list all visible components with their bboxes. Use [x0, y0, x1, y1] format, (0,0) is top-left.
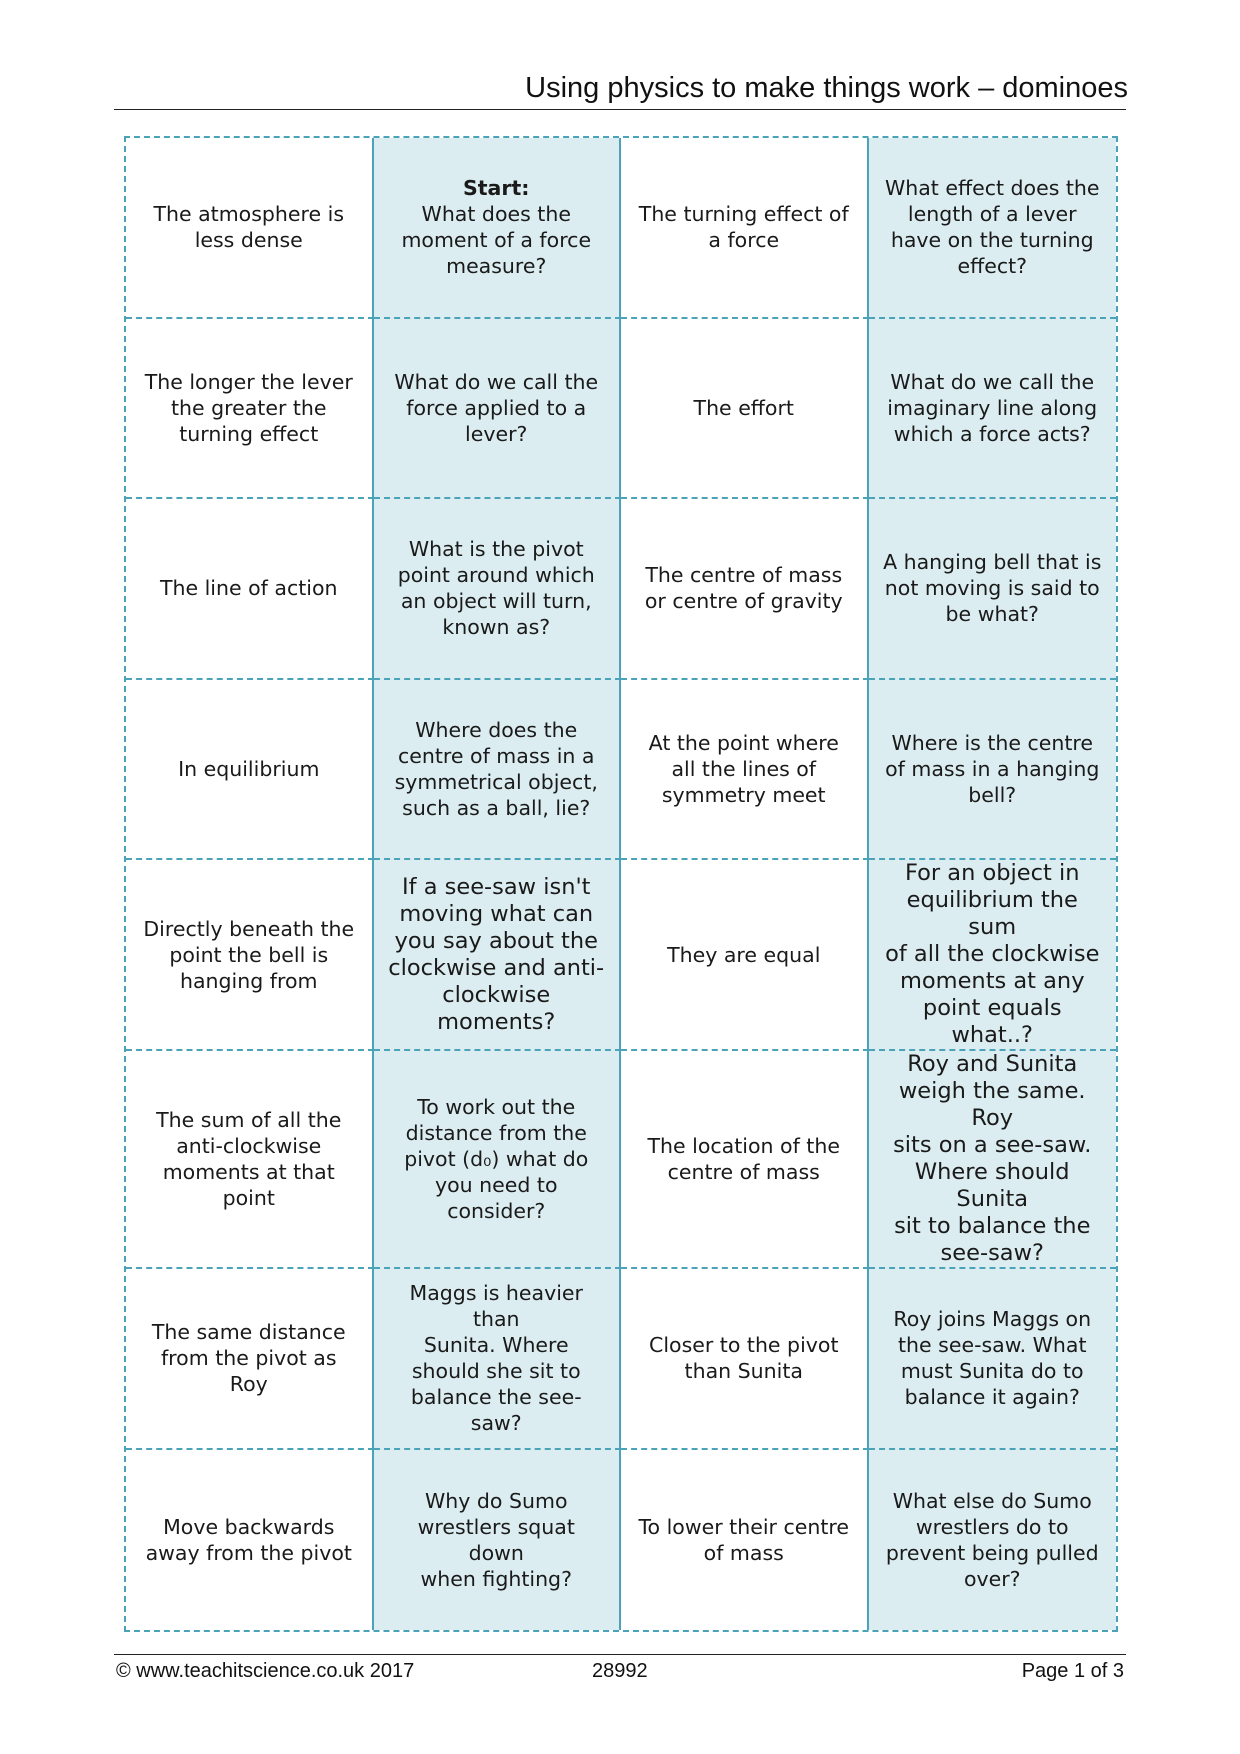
footer-resource-code: 28992 — [592, 1660, 648, 1682]
card-text: Roy and Sunita weigh the same. Roy sits on a see-saw. Where should Sunita sit to balance the see-saw? — [893, 1051, 1092, 1266]
footer-page-number: Page 1 of 3 — [1021, 1660, 1124, 1682]
card-text: To lower their centre of mass — [638, 1514, 849, 1565]
card-text: For an object in equilibrium the sum of all the clockwise moments at any point equals what..? — [885, 860, 1100, 1048]
domino-card-answer — [126, 138, 374, 319]
domino-card-question — [869, 1051, 1117, 1269]
card-text: They are equal — [667, 942, 821, 967]
card-text: The longer the lever the greater the turning effect — [144, 369, 353, 446]
domino-card-question — [869, 1450, 1117, 1631]
card-text: What else do Sumo wrestlers do to prevent being pulled over? — [885, 1488, 1099, 1591]
domino-card-question — [374, 680, 622, 861]
domino-card-grid — [124, 136, 1118, 1632]
header-divider — [114, 109, 1126, 110]
domino-card-answer — [126, 1269, 374, 1450]
domino-card-answer — [126, 1051, 374, 1269]
domino-card-question — [374, 1269, 622, 1450]
card-text: What effect does the length of a lever have on the turning effect? — [884, 176, 1100, 279]
card-text: The same distance from the pivot as Roy — [151, 1320, 346, 1397]
card-text: The atmosphere is less dense — [153, 202, 345, 253]
start-label: Start: — [462, 176, 530, 201]
card-text: The location of the centre of mass — [647, 1134, 840, 1184]
card-text: In equilibrium — [178, 756, 320, 781]
domino-card-answer — [621, 1269, 869, 1450]
card-text: If a see-saw isn't moving what can you say about the clockwise and anti- clockwise moments? — [388, 873, 605, 1035]
card-text: Roy joins Maggs on the see-saw. What must Sunita do to balance it again? — [893, 1307, 1092, 1410]
domino-card-answer — [621, 319, 869, 500]
card-text: The line of action — [159, 576, 338, 601]
domino-card-answer — [126, 680, 374, 861]
domino-card-answer — [621, 138, 869, 319]
domino-card-question — [374, 319, 622, 500]
card-text: At the point where all the lines of symmetry meet — [648, 730, 839, 807]
domino-card-question — [869, 1269, 1117, 1450]
card-text: What do we call the force applied to a lever? — [394, 369, 599, 446]
domino-card-question — [374, 860, 622, 1051]
card-text: Move backwards away from the pivot — [145, 1514, 352, 1565]
domino-card-answer — [621, 680, 869, 861]
domino-card-answer — [621, 860, 869, 1051]
card-text: What do we call the imaginary line along which a force acts? — [887, 369, 1098, 446]
domino-card-start — [374, 138, 622, 319]
footer-divider — [114, 1654, 1126, 1655]
card-text: Where is the centre of mass in a hanging bell? — [885, 730, 1100, 807]
domino-card-answer — [621, 499, 869, 680]
domino-card-question — [869, 860, 1117, 1051]
domino-card-answer — [126, 1450, 374, 1631]
domino-card-answer — [621, 1051, 869, 1269]
domino-card-answer — [621, 1450, 869, 1631]
card-text: Directly beneath the point the bell is hanging from — [143, 916, 355, 993]
domino-card-question — [374, 499, 622, 680]
card-text: The effort — [693, 395, 794, 420]
card-text: The sum of all the anti-clockwise moments at that point — [156, 1108, 342, 1210]
card-text: A hanging bell that is not moving is said to be what? — [883, 550, 1102, 627]
card-text: Maggs is heavier than Sunita. Where should she sit to balance the see-saw? — [409, 1281, 583, 1436]
footer-copyright: © www.teachitscience.co.uk 2017 — [116, 1660, 415, 1682]
domino-card-answer — [126, 319, 374, 500]
card-text: To work out the distance from the pivot (d₀) what do you need to consider? — [404, 1095, 589, 1223]
page-title: Using physics to make things work – dominoes — [525, 72, 1128, 104]
domino-card-answer — [126, 860, 374, 1051]
card-text: What is the pivot point around which an object will turn, known as? — [397, 537, 595, 640]
card-text: The centre of mass or centre of gravity — [644, 563, 843, 614]
card-text: Closer to the pivot than Sunita — [649, 1333, 839, 1384]
domino-card-question — [869, 680, 1117, 861]
card-text: What does the moment of a force measure? — [401, 202, 592, 279]
domino-card-question — [869, 499, 1117, 680]
domino-card-question — [374, 1450, 622, 1631]
domino-card-question — [374, 1051, 622, 1269]
domino-card-question — [869, 319, 1117, 500]
domino-card-answer — [126, 499, 374, 680]
card-text: Where does the centre of mass in a symmetrical object, such as a ball, lie? — [394, 717, 598, 820]
card-text: The turning effect of a force — [638, 202, 849, 253]
domino-card-question — [869, 138, 1117, 319]
card-text: Why do Sumo wrestlers squat down when fighting? — [417, 1488, 575, 1591]
